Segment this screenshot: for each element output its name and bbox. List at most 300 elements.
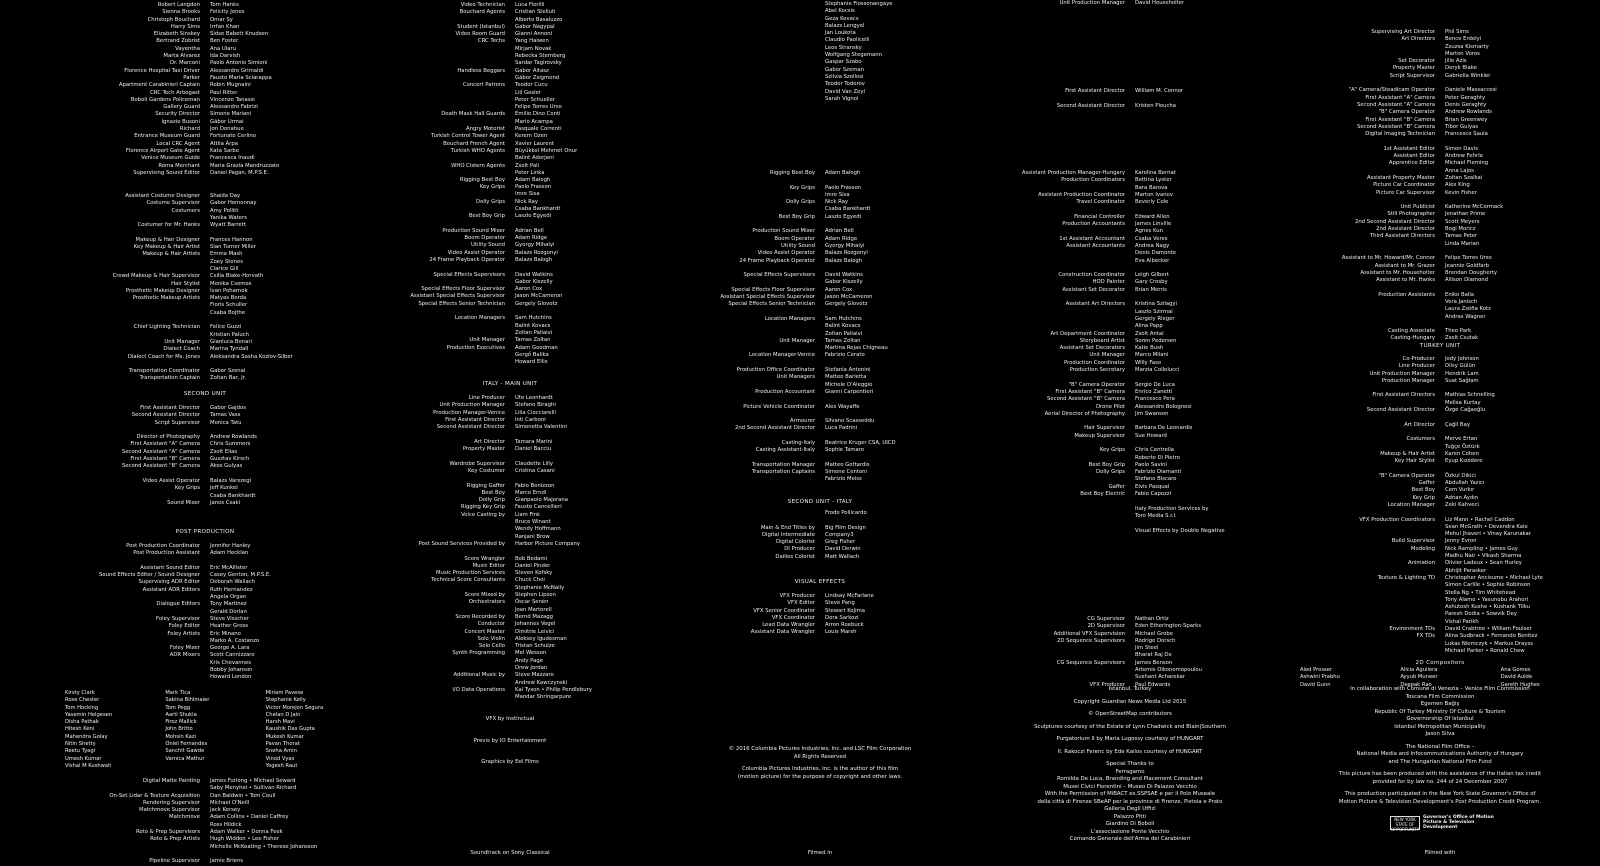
credit-row	[50, 215, 360, 222]
credit-name: Elvis Pasqual	[1135, 483, 1170, 490]
credit-row	[355, 475, 665, 482]
credit-role: Production Executives	[446, 344, 505, 351]
grid-name: Nitin Shetty	[65, 741, 96, 748]
credit-row	[355, 490, 665, 497]
grid-name: Sanchit Gawde	[165, 748, 205, 755]
credit-name: Imre Sisa	[515, 191, 540, 198]
credit-role	[1285, 197, 1440, 204]
credit-row	[1285, 414, 1595, 421]
credit-role: Assistant Special Effects Supervisor	[720, 294, 815, 301]
credit-name: Olivier Ladeux • Sean Hurley	[1445, 560, 1522, 567]
credit-name: Gianni Carpentieri	[825, 388, 874, 395]
credit-row	[50, 543, 360, 550]
credit-name: Tamas Vass	[210, 412, 241, 419]
credit-role: First Assistant "B" Camera	[1365, 116, 1435, 123]
credit-name: Ben Foster	[210, 38, 239, 45]
credit-row	[355, 446, 665, 453]
credit-row	[355, 148, 665, 155]
credit-role: Production Coordinators	[1061, 177, 1125, 184]
credit-role	[1285, 465, 1440, 472]
grid-name: Disha Pathak	[65, 719, 99, 726]
credit-name: Aaron Cox	[825, 286, 853, 293]
credit-name: David Watkins	[825, 272, 863, 279]
credit-row	[50, 412, 360, 419]
credit-name: Abhijit Parasker	[1445, 567, 1487, 574]
credit-name: Csilla Blake-Horvath	[210, 273, 264, 280]
credit-row	[1285, 597, 1595, 604]
credit-name: Sue Howard	[1135, 432, 1167, 439]
credit-name: Melisa Kurtay	[1445, 399, 1481, 406]
credit-role: Special Effects Supervisors	[743, 272, 815, 279]
credit-role: Digital Colorist	[776, 539, 815, 546]
grid-name: Ashwini Prabhu	[1300, 674, 1340, 681]
credit-role: First Assistant "B" Camera	[1055, 388, 1125, 395]
grid-name: David Gunn	[1300, 681, 1331, 688]
credit-name: Paolo Antonio Simioni	[210, 60, 268, 67]
credit-role: Apprentice Editor	[1388, 160, 1435, 167]
credit-row	[975, 243, 1285, 250]
credits-column-3	[665, 0, 975, 860]
credit-role: Aerial Director of Photography	[1044, 410, 1125, 417]
credit-name: Emma Mash	[210, 251, 243, 258]
credit-role: Drone Pilot	[1095, 403, 1125, 410]
credit-line: Palazzo Pitti	[1113, 813, 1147, 820]
credit-role: Concert Patrons	[462, 82, 505, 89]
credit-role	[1285, 385, 1440, 392]
credit-row	[355, 352, 665, 359]
credit-name: Eva Albecker	[1135, 257, 1170, 264]
credit-name: Abel Kocsis	[825, 8, 855, 15]
credit-name: Linda Marian	[1445, 240, 1480, 247]
credit-row	[355, 694, 665, 701]
crew-list-3	[665, 170, 975, 484]
credit-row	[355, 315, 665, 322]
credit-role	[975, 506, 1130, 513]
credit-role: CG Sequence Supervisors	[1056, 659, 1125, 666]
credit-role	[1285, 568, 1440, 575]
credit-name: Fabrizio Diamanti	[1135, 469, 1182, 476]
credit-name: Nathan Ortiz	[1135, 616, 1169, 622]
credit-row	[1285, 633, 1595, 640]
grid-name: David Aulde	[1500, 674, 1533, 681]
credit-row	[50, 456, 360, 463]
credit-role	[665, 382, 820, 389]
credit-name: Simonetta Valentini	[515, 424, 567, 431]
credit-role	[1285, 604, 1440, 611]
credit-name	[205, 361, 360, 368]
credit-role: FX TDs	[1416, 633, 1435, 640]
credit-row	[50, 346, 360, 353]
credit-row	[355, 592, 665, 599]
credit-role: Prosthetic Makeup Designer	[125, 287, 200, 294]
credit-row	[1285, 146, 1595, 153]
credit-row	[1285, 604, 1595, 611]
credit-row	[1285, 385, 1595, 392]
credit-role: Score Recorded by	[455, 613, 505, 620]
credit-name: Mehul Jhaveri • Vinay Karunakar	[1445, 531, 1531, 538]
credit-row	[50, 500, 360, 507]
credit-row	[1285, 465, 1595, 472]
credit-row	[975, 389, 1285, 396]
credit-row	[1285, 65, 1595, 72]
credit-row	[975, 616, 1285, 623]
credit-row	[665, 45, 975, 52]
credit-name: Gaspar Szabo	[825, 59, 862, 66]
credit-name: Jason McCameron	[825, 294, 873, 301]
credit-row	[975, 638, 1285, 645]
credit-row	[1285, 392, 1595, 399]
credit-name: Fabrizio Cerato	[825, 352, 865, 359]
credit-role	[665, 265, 820, 272]
credit-role	[975, 440, 1130, 447]
credit-role: Assistant Production Manager-Hungary	[1021, 170, 1125, 176]
credit-row	[665, 243, 975, 250]
credit-role: Dolly Grips	[1096, 469, 1125, 476]
credit-role: Special Effects Floor Supervisor	[421, 286, 505, 293]
credit-role: Venice Museum Guide	[141, 155, 200, 162]
credit-name: Monika Csomos	[210, 280, 252, 287]
credit-name: Gabor Aitasz	[515, 67, 549, 74]
credit-name: Suat Sağlam	[1445, 377, 1479, 384]
credit-name: Balint Kovacs	[825, 323, 861, 330]
grid-name	[165, 763, 259, 770]
credit-role-empty	[665, 89, 820, 96]
credit-name: Brendan Dougherty	[1445, 269, 1498, 276]
credit-name	[1440, 138, 1595, 145]
credit-line: In collaboration with Comune di Venezia – Venice Film Commission	[1350, 686, 1530, 692]
credit-row	[50, 332, 360, 339]
credit-role-empty	[665, 67, 820, 74]
credit-role: First Assistant "A" Camera	[130, 441, 200, 448]
credit-row	[1285, 29, 1595, 36]
credit-name: Simon Davis	[1445, 145, 1478, 152]
credit-role: Special Effects Senior Technician	[418, 300, 505, 307]
filmed-with: Filmed with	[1424, 850, 1456, 856]
credit-row	[355, 541, 665, 548]
credit-line: © 2016 Columbia Pictures Industries, Inc. and LSC Film Corporation	[728, 746, 912, 752]
credit-name: Greg Fisher	[825, 539, 856, 546]
credit-name: Irrfan Khan	[210, 23, 240, 30]
credit-role: Additional VFX Supervision	[1053, 630, 1125, 637]
credit-name: Stefano Biscaro	[1135, 476, 1177, 483]
credit-row	[50, 68, 360, 75]
credit-row	[975, 374, 1285, 381]
credit-name: Theo Park	[1445, 328, 1472, 335]
credit-name	[820, 265, 975, 272]
credit-row	[975, 660, 1285, 667]
credit-name: Bobby Johanson	[210, 667, 253, 674]
credit-role: Animation	[1407, 560, 1435, 567]
credit-role	[355, 206, 510, 213]
ny-logo-text: Governor's Office of Motion Picture & Television Development	[1423, 815, 1494, 830]
credit-role: Rigging Best Boy	[769, 170, 815, 176]
credit-row	[975, 382, 1285, 389]
credit-role	[50, 259, 205, 266]
credit-name: Chuck Choi	[515, 577, 545, 584]
credit-role: CRC Techs	[477, 38, 505, 45]
credit-name: Karen Cohen	[1445, 450, 1479, 457]
credit-row	[355, 264, 665, 271]
credit-role	[50, 310, 205, 317]
credit-row	[975, 396, 1285, 403]
credit-name: Matyas Borda	[210, 295, 247, 302]
credit-row	[50, 822, 360, 829]
credit-role: Best Boy Grip	[1088, 461, 1125, 468]
credit-role: Unit Manager	[469, 337, 505, 344]
credit-row	[50, 38, 360, 45]
credit-role: Best Boy Grip	[468, 213, 505, 220]
credit-role-empty	[665, 23, 820, 30]
credit-role: Pipeline Supervisor	[149, 858, 200, 865]
credit-role: Second Assistant "B" Camera	[1047, 396, 1125, 403]
credit-row	[355, 90, 665, 97]
grid-name: Yogesh Raut	[265, 762, 298, 769]
credit-name: Tamas Peter	[1445, 233, 1478, 240]
credit-line: Copyright Guardian News Media Ltd 2015	[1073, 698, 1187, 705]
credit-name: Floris Schuller	[210, 302, 248, 309]
credit-role	[355, 104, 510, 111]
credit-row	[665, 352, 975, 359]
credit-row	[665, 228, 975, 235]
credit-name: Gabor Gajdos	[210, 405, 246, 411]
credit-role	[50, 667, 205, 674]
credit-role	[665, 206, 820, 213]
credit-role: Wardrobe Supervisor	[449, 460, 505, 467]
credit-row	[665, 192, 975, 199]
credit-row	[665, 89, 975, 96]
credit-name: Maria Grazia Mandruzzato	[210, 162, 280, 169]
credit-role: Production Sound Mixer	[442, 227, 505, 234]
credit-row	[665, 510, 975, 517]
credit-row	[355, 629, 665, 636]
credit-name: Tamara Marini	[515, 438, 553, 445]
credit-name: Drew Jordan	[515, 664, 548, 671]
credit-row	[355, 141, 665, 148]
credit-name: Alex Wayaffe	[825, 403, 860, 410]
credit-row	[355, 53, 665, 60]
credit-role: Roto & Prep Artists	[150, 836, 200, 843]
crew-list-4	[975, 170, 1285, 535]
credit-row	[1285, 502, 1595, 509]
credit-name: Gergő Balika	[515, 351, 549, 358]
credit-name: Dan Baldwin • Tom Coull	[210, 792, 276, 799]
credit-row	[975, 440, 1285, 447]
credit-row	[1285, 626, 1595, 633]
credit-name: Fabio Capozzi	[1135, 491, 1172, 498]
credit-row	[50, 579, 360, 586]
credit-line: VFX by Instinctual	[485, 716, 535, 722]
credit-name: Beverly Cole	[1135, 199, 1169, 206]
credit-name: Nick Ray	[515, 198, 539, 205]
credit-role: Utility Sound	[471, 242, 505, 249]
credit-role	[1285, 51, 1440, 58]
credit-name: Balazs Varszegi	[210, 477, 252, 484]
credit-row	[50, 836, 360, 843]
credit-row	[355, 526, 665, 533]
credit-name: Daniel Pinder	[515, 562, 551, 569]
credit-role	[355, 607, 510, 614]
credit-role: Vayentha	[175, 45, 200, 52]
credit-row	[665, 206, 975, 213]
credit-role	[1285, 414, 1440, 421]
credit-role	[665, 476, 820, 483]
credit-name: Ana Ularu	[210, 45, 237, 52]
credit-row	[665, 294, 975, 301]
credit-role: Location Managers	[454, 315, 505, 322]
credit-name: David Crabtree • William Foulser	[1445, 625, 1532, 632]
credit-row	[665, 600, 975, 607]
credit-role	[975, 645, 1130, 652]
credit-name	[510, 548, 665, 555]
credit-role: Synth Programming	[452, 650, 505, 657]
credit-role: Costumers	[1406, 436, 1435, 443]
credit-row	[50, 463, 360, 470]
credit-name: Balazs Lengyel	[825, 22, 865, 29]
credit-row	[665, 316, 975, 323]
credit-name: Sergio De Luca	[1135, 381, 1175, 388]
credit-row	[50, 141, 360, 148]
credit-name	[820, 177, 975, 184]
credit-name	[1440, 509, 1595, 516]
credit-name: Agnes Kun	[1135, 228, 1163, 235]
credit-role: Dialect Coach	[163, 346, 200, 353]
credit-name	[820, 221, 975, 228]
credit-row	[355, 680, 665, 687]
credit-name: William M. Connor	[1135, 88, 1184, 94]
credit-row	[975, 265, 1285, 272]
grid-name: Kaushik Das Gupta	[265, 726, 315, 733]
credit-name: Balazs Rozgonyi	[515, 249, 558, 256]
credit-row	[50, 793, 360, 800]
credit-name: Luca Fiorilli	[515, 2, 545, 8]
credit-role: Bertrand Zobrist	[156, 38, 200, 45]
credit-line: The National Film Office –	[1405, 743, 1475, 750]
credit-row	[50, 24, 360, 31]
credit-role	[50, 427, 205, 434]
credit-role	[975, 309, 1130, 316]
credit-row	[665, 67, 975, 74]
credit-role: Security Director	[155, 111, 200, 118]
credit-role	[50, 215, 205, 222]
credit-row	[1285, 233, 1595, 240]
credit-row	[975, 447, 1285, 454]
credit-name: Kristian Paluch	[210, 331, 250, 338]
credit-name: Steve Pang	[825, 600, 855, 607]
credit-row	[355, 672, 665, 679]
credit-row	[665, 309, 975, 316]
credit-row	[665, 199, 975, 206]
credit-role	[50, 660, 205, 667]
credit-row	[355, 548, 665, 555]
credit-row	[50, 558, 360, 565]
credit-row	[355, 279, 665, 286]
credit-row	[975, 352, 1285, 359]
credit-name: Heather Gross	[210, 623, 248, 630]
credit-role	[355, 475, 510, 482]
credit-row	[1285, 444, 1595, 451]
credit-role: Second Assistant "A" Camera	[1357, 101, 1435, 108]
credit-name: Mel Wesson	[515, 650, 547, 657]
credit-line: All Rights Reserved	[793, 753, 847, 760]
credit-role: Costume Supervisor	[146, 200, 200, 207]
credit-row	[665, 287, 975, 294]
credit-row	[665, 374, 975, 381]
credit-name: Tamas Zoltan	[825, 337, 861, 344]
credit-name: Hugh Widdon • Lee Fisher	[210, 836, 279, 843]
credit-name: Paul Edwards	[1135, 681, 1171, 688]
credit-name: Gabor Szenai	[210, 368, 246, 375]
credit-name: Scott Cannizzaro	[210, 652, 255, 659]
credit-role	[355, 665, 510, 672]
credit-name: Csaba Bankhardt	[515, 205, 561, 212]
credit-line: della città di Firenze SBeAP per le province di Firenze, Pistoia e Prato	[1037, 798, 1223, 805]
credit-role: Apartment Carabinieri Captain	[118, 82, 200, 89]
credit-role	[50, 361, 205, 368]
credit-row	[50, 601, 360, 608]
credit-row	[355, 46, 665, 53]
credit-row	[1285, 138, 1595, 145]
credit-name: Kris Chevannes	[210, 659, 251, 666]
credit-name: Angela Organ	[210, 594, 247, 601]
heading-second-unit-italy: SECOND UNIT - ITALY	[787, 499, 853, 505]
credit-role: 2nd Second Assistant Director	[734, 425, 815, 432]
credit-role	[355, 519, 510, 526]
credit-row	[665, 425, 975, 432]
credit-role: Video Technician	[460, 2, 505, 8]
credit-role: Sound Effects Editor / Sound Designer	[99, 572, 200, 579]
name-list-3	[665, 1, 975, 103]
credits-column-4	[975, 0, 1285, 860]
credit-role	[665, 177, 820, 184]
credit-name: Merve Ertan	[1445, 436, 1478, 443]
credit-role: Picture Car Coordinator	[1373, 182, 1435, 189]
credit-row	[355, 577, 665, 584]
credit-name: Katherine McCormack	[1445, 204, 1504, 211]
credit-row	[355, 599, 665, 606]
credit-name: Francesco Saula	[1445, 131, 1488, 138]
credit-name: Eniko Balla	[1445, 291, 1475, 298]
credit-name: Jonathan Prime	[1445, 211, 1486, 218]
credit-role: Special Effects Floor Supervisor	[731, 286, 815, 293]
credit-role: Key Grips	[479, 184, 505, 190]
credit-row	[355, 308, 665, 315]
credit-row	[1285, 211, 1595, 218]
credit-name: Mandar Shringarpure	[515, 694, 572, 701]
credit-name: Leos Stransky	[825, 44, 862, 51]
credit-name: Casey Genton, M.P.S.E.	[210, 572, 271, 579]
credits-column-1	[50, 0, 360, 865]
credit-name: Imre Sisa	[825, 191, 850, 198]
credit-role: Production Manager-Venice	[433, 409, 505, 416]
credit-name: Claudette Lilly	[515, 460, 553, 467]
credit-role: Death Mask Hall Guards	[441, 111, 505, 118]
credit-name: Adam Hecklan	[210, 550, 249, 557]
credit-role: Casting Assistant-Italy	[755, 447, 815, 454]
credit-role	[975, 95, 1130, 102]
credit-name: Michelle McKeating • Therese Johansson	[210, 843, 318, 850]
soundtrack-credit: Soundtrack on Sony Classical	[470, 850, 550, 856]
credit-role: VFX Editor	[787, 600, 815, 607]
credit-row	[975, 170, 1285, 177]
credit-role: 2nd Assistant Director	[1376, 226, 1435, 233]
credit-name: Andras Wagner	[1445, 313, 1486, 320]
heading-visual-effects: VISUAL EFFECTS	[794, 579, 846, 585]
grid-name: Rose Chester	[65, 697, 100, 704]
credit-name: Zsolt Antal	[1135, 330, 1164, 337]
credit-row	[355, 184, 665, 191]
credit-name: Ranjani Brow	[515, 533, 550, 540]
credit-line: Jason Silva	[1425, 731, 1455, 737]
